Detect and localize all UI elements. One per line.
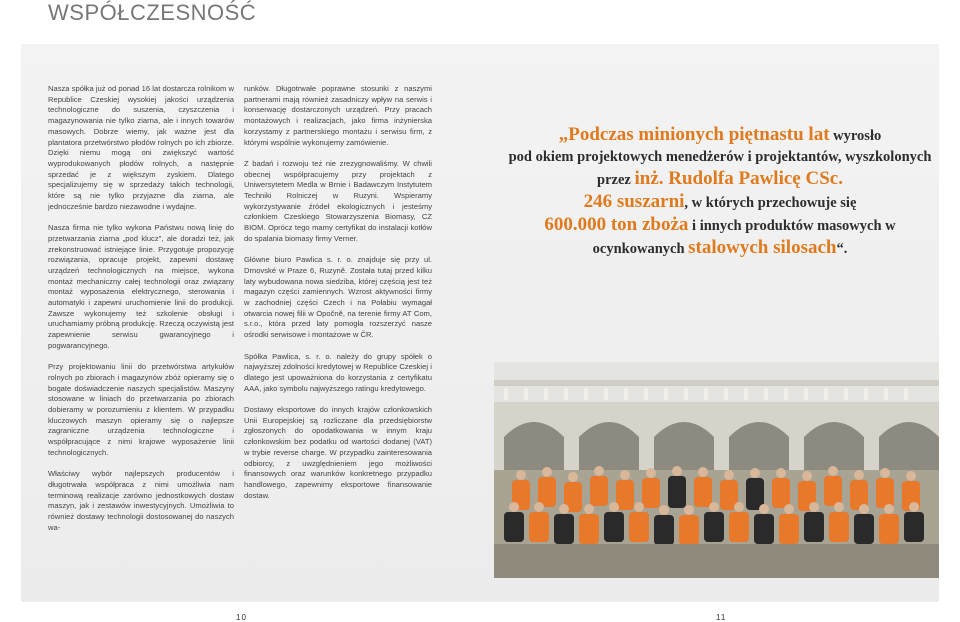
paragraph: Dostawy eksportowe do innych krajów członkowskich Unii Europejskiej są rozliczane dla przedsiębiorstw zgłoszonych do opodatkowania w innym kraju członkowskim bez podatku od wartości dodanej (VAT) w trybie reverse charge. W przypadku zainteresowania odbiorcy, z uwzględnieniem jego możliwości finansowych oraz warunków konkretnego przypadku handlowego, zapewnimy eksportowe finansowanie dostaw. — [244, 405, 432, 500]
pull-quote — [505, 124, 935, 260]
quote-part: 246 suszarni — [583, 191, 685, 212]
quote-part: 600.000 ton zboża — [544, 214, 689, 235]
paragraph: Główne biuro Pawlica s. r. o. znajduje się przy ul. Drnovské w Praze 6, Ruzyně. Została tutaj przed kilku laty wybudowana nowa siedziba, której częścią jest też magazyn części zamiennych. Wzrost aktywności firmy w zachodniej części Czech i na Połabiu wymagał otwarcia nowej filii w Opočně, na terenie firmy AT Com, s.r.o., która przed laty pomogła rozszerzyć nasze ośrodki serwisowe i montażowe w ČR. — [244, 255, 432, 340]
paragraph: Przy projektowaniu linii do przetwórstwa artykułów rolnych po zbiorach i magazynów zbóż opieramy się o bogate doświadczenie naszych specjalistów. Maszyny stosowane w liniach do przetwarzania po zbiorach dobieramy w porozumieniu z klientem. W przypadku kluczowych maszyn opieramy się o najlepsze zagraniczne urządzenia technologiczne i współpracujące z nimi krajowe wyposażenie linii technologicznych. — [48, 362, 234, 457]
quote-part: “. — [836, 241, 848, 257]
paragraph: Nasza firma nie tylko wykona Państwu nową linię do przetwarzania ziarna „pod klucz", ale doradzi też, jak zrekonstruować istniejące linie. Przygotuje propozycję rozwiązania, opracuje projekt, zapewni dostawę urządzeń technologicznych na miejsce, wykona montaż mechaniczny całej technologii oraz związany montaż wyposażenia elektrycznego, sterowania i automatyki i zapewni uruchomienie linii do produkcji. Zawsze wykonujemy też szkolenie obsługi i uruchamiamy próbną produkcję. Rzeczą oczywistą jest zapewnienie serwisu gwarancyjnego i pogwarancyjnego. — [48, 223, 234, 350]
team-photo-illustration — [494, 362, 939, 578]
page-number-left: 10 — [236, 613, 247, 622]
quote-part: inż. Rudolfa Pawlicę CSc. — [634, 168, 843, 189]
quote-part: stalowych silosach — [688, 237, 837, 258]
paragraph: Spółka Pawlica, s. r. o. należy do grupy spółek o najwyższej zdolności kredytowej w Republice Czeskiej i dlatego jest upoważniona do korzystania z certyfikatu AAA, jako symbolu najwyższego ratingu kredytowego. — [244, 351, 432, 393]
paragraph: Nasza spółka już od ponad 16 lat dostarcza rolnikom w Republice Czeskiej wysokiej jakości urządzenia technologiczne do suszenia, czyszczenia i magazynowania nie tylko ziarna, ale i innych towarów masowych. Dobrze wiemy, jak ważne jest dla plantatora przetwórstwo płodów rolnych po ich zbiorze. Dzięki niemu mogą oni zwiększyć wartość wyprodukowanych płodów rolnych, a następnie sprzedać je z większym zyskiem. Dlatego specjalizujemy się w sprzedaży takich technologii, które są nie tylko przyjazne dla ziarna, ale jednocześnie bardzo niezawodne i wydajne. — [48, 84, 234, 211]
paragraph: Właściwy wybór najlepszych producentów i długotrwała współpraca z nimi umożliwia nam terminową realizacje zarówno jednostkowych dostaw maszyn, jak i zestawów inwestycyjnych. Umożliwia to również dostawy technologii dostosowanej do naszych wa- — [48, 469, 234, 532]
quote-part: pod okiem projektowych menedżerów i projektantów, wyszkolonych przez — [508, 149, 932, 188]
paragraph: Z badań i rozwoju też nie zrezygnowaliśmy. W chwili obecnej współpracujemy przy projektach z Uniwersytetem Medla w Brnie i Badawczym Instytutem Techniki Rolniczej w Ruzyni. Wspieramy wykorzystywanie źródeł ekologicznych i jesteśmy członkiem Czeskiego Stowarzyszenia Biomasy, CZ BIOM. Oprócz tego mamy certyfikat do instalacji kotłów do spalania biomasy firmy Verner. — [244, 158, 432, 243]
middle-text-column — [244, 84, 432, 512]
page-number-right: 11 — [716, 613, 727, 622]
page-title: WSPÓŁCZESNOŚĆ — [48, 0, 257, 25]
left-text-column — [48, 84, 234, 544]
quote-part: wyrosło — [829, 128, 882, 144]
quote-part: , w których przechowuje się — [684, 195, 857, 211]
quote-part: „Podczas minionych piętnastu lat — [558, 124, 830, 145]
team-photo — [494, 362, 939, 578]
quote-part: i innych produktów masowych w ocynkowanych — [592, 218, 896, 257]
paragraph: runków. Długotrwałe poprawne stosunki z naszymi partnerami mają również zasadniczy wpływ na serwis i konserwację dostarczonych urządzeń. Przy pracach montażowych i realizacjach, jako firma inżynierska korzystamy z partnerskiego montażu i serwisu firm, z którymi wspólnie wykonujemy zamówienie. — [244, 84, 432, 147]
